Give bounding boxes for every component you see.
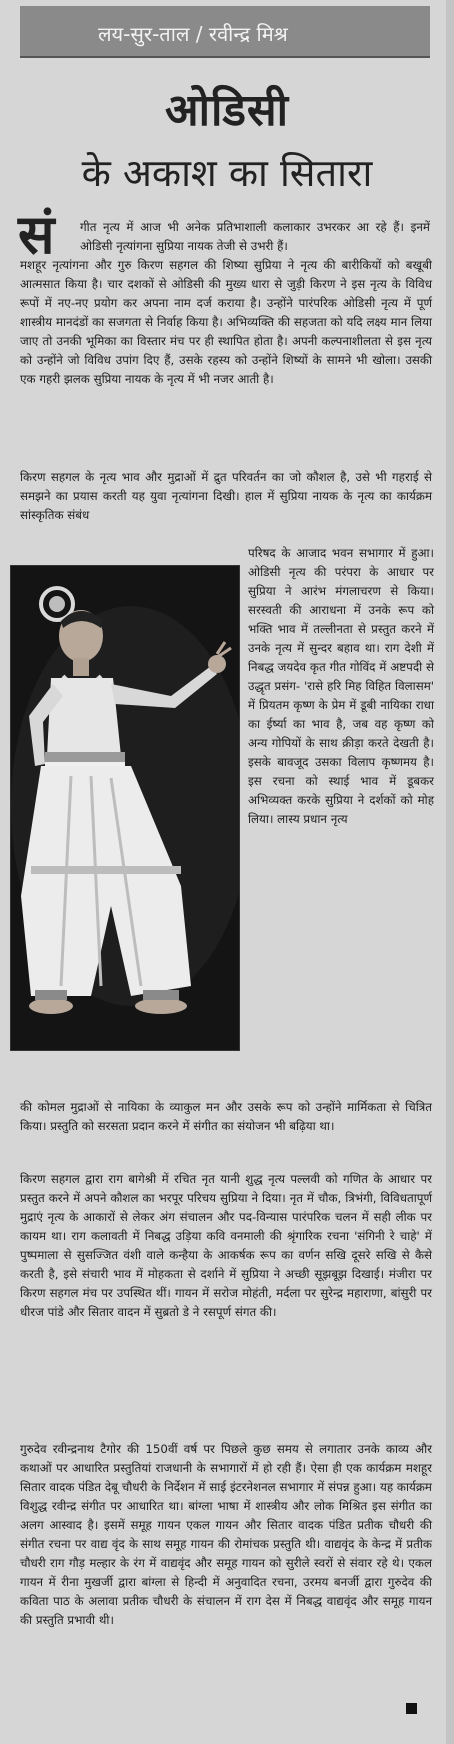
article-end-mark	[406, 1703, 417, 1714]
paragraph-2-tail: की कोमल मुद्राओं से नायिका के व्याकुल मन और उसके रूप को उन्होंने मार्मिकता से चित्रित किया। प्रस्तुति को सरसता प्रदान करने में संगीत का संयोजन भी बढ़िया था।	[20, 1100, 432, 1133]
paragraph-3: किरण सहगल द्वारा राग बागेश्री में रचित नृत यानी शुद्ध नृत्य पल्लवी को गणित के आधार पर प्रस्तुत करने में अपने कौशल का भरपूर परिचय सुप्रिया ने दिया। नृत में चौक, त्रिभंगी, विविधतापूर्ण मुद्राएं नृत्य के आकारों से लेकर अंग संचालन और पद-विन्यास पारंपरिक चलन में सही लीक पर कायम था। राग कलावती में निबद्ध उड़िया कवि वनमाली की श्रृंगारिक रचना 'संगिनी रे चाहे' में पुष्पमाला से सुसज्जित वंशी वाले कन्हैया के आकर्षक रूप का वर्णन सखि दूसरे सखि से कैसे करती है, इसे संचारी भाव में मोहकता से दर्शाने में सुप्रिया ने अच्छी सूझबूझ दिखाई। मंजीरा पर किरण सहगल मंच पर उपस्थित थीं। गायन में सरोज मोहंती, मर्दला पर सुरेन्द्र महाराणा, बांसुरी पर धीरज पांडे और सितार वादन में सुब्रतो डे ने रसपूर्ण संगत की।	[20, 1172, 432, 1319]
dancer-photo	[10, 565, 240, 1051]
column-header-band	[20, 6, 430, 58]
lead-paragraph: गीत नृत्य में आज भी अनेक प्रतिभाशाली कलाकार उभरकर आ रहे हैं। इनमें ओडिसी नृत्यांगना सुप्रिया नायक तेजी से उभरी हैं।	[80, 220, 430, 253]
odissi-dancer-image	[11, 566, 239, 1050]
paragraph-2-side-column: परिषद के आजाद भवन सभागार में हुआ। ओडिसी नृत्य की परंपरा के आधार पर सुप्रिया ने आरंभ मंगलाचरण से किया। सरस्वती की आराधना में उनके रूप को भक्ति भाव में तल्लीनता से प्रस्तुत करने में उनके नृत्य में सुन्दर बहाव था। राग देशी में निबद्ध जयदेव कृत गीत गोविंद में अष्टपदी से उद्धृत प्रसंग- 'रासे हरि मिह विहित विलासम' में प्रियतम कृष्ण के प्रेम में डूबी नायिका राधा का ईर्ष्या का भाव है, जब वह कृष्ण को अन्य गोपियों के साथ क्रीड़ा करते देखती है। इसके बावजूद उसका विलाप कृष्णमय है। इस रचना को स्थाई भाव में डूबकर अभिव्यक्त करके सुप्रिया ने दर्शकों को मोह लिया। लास्य प्रधान नृत्य	[248, 546, 434, 826]
page-edge	[446, 0, 454, 1744]
column-kicker: लय-सुर-ताल / रवीन्द्र मिश्र	[98, 22, 288, 46]
paragraph-1: मशहूर नृत्यांगना और गुरु किरण सहगल की शिष्या सुप्रिया ने नृत्य की बारीकियों को बखूबी आत्मसात किया है। चार दशकों से ओडिसी की मुख्य धारा से जुड़ी किरण ने इस नृत्य के विविध रूपों में नए-नए प्रयोग कर अपना नाम दर्ज कराया है। उन्होंने पारंपरिक ओडिसी नृत्य में पूर्ण शास्त्रीय मानदंडों का सजगता से निर्वाह किया है। अभिव्यक्ति की सहजता को यदि लक्ष्य मान लिया जाए तो उनकी भूमिका का विस्तार मंच पर ही स्थापित होता है। अपनी कल्पनाशीलता से इस नृत्य को उन्होंने जो विविध उपांग दिए हैं, उसके रहस्य को उन्होंने शिष्यों के सामने भी खोला। उसकी एक गहरी झलक सुप्रिया नायक के नृत्य में भी नजर आती है।	[20, 258, 432, 386]
drop-cap: सं	[18, 203, 55, 266]
headline-subtitle: के अकाश का सितारा	[81, 151, 373, 195]
headline: ओडिसी	[164, 85, 290, 136]
paragraph-4: गुरुदेव रवीन्द्रनाथ टैगोर की 150वीं वर्ष पर पिछले कुछ समय से लगातार उनके काव्य और कथाओं पर आधारित प्रस्तुतियां राजधानी के सभागारों में हो रही हैं। ऐसा ही एक कार्यक्रम मशहूर सितार वादक पंडित देबू चौधरी के निर्देशन में साई इंटरनेशनल सभागार में संपन्न हुआ। यह कार्यक्रम विशुद्ध रवीन्द्र संगीत पर आधारित था। बांग्ला भाषा में शास्त्रीय और लोक मिश्रित इस संगीत का अलग आस्वाद है। इसमें समूह गायन एकल गायन और सितार वादक पंडित प्रतीक चौधरी की संगीत रचना पर वाद्य वृंद के साथ समूह गायन की रोमांचक प्रस्तुति थी। वाद्यवृंद के केन्द्र में प्रतीक चौधरी राग गौड़ मल्हार के रंग में वाद्यवृंद और समूह गायन को सुरीले स्वरों से संवार रहे थे। एकल गायन में रीना मुखर्जी द्वारा बांग्ला से हिन्दी में अनुवादित रचना, उरमय बनर्जी द्वारा गुरुदेव की कविता पाठ के अलावा प्रतीक चौधरी के संचालन में राग देस में निबद्ध वाद्यवृंद और समूह गायन की प्रस्तुति प्रभावी थी।	[20, 1442, 432, 1627]
paragraph-2: किरण सहगल के नृत्य भाव और मुद्राओं में द्रुत परिवर्तन का जो कौशल है, उसे भी गहराई से समझने का प्रयास करती यह युवा नृत्यांगना दिखी। हाल में सुप्रिया नायक के नृत्य का कार्यक्रम सांस्कृतिक संबंध	[20, 470, 432, 522]
